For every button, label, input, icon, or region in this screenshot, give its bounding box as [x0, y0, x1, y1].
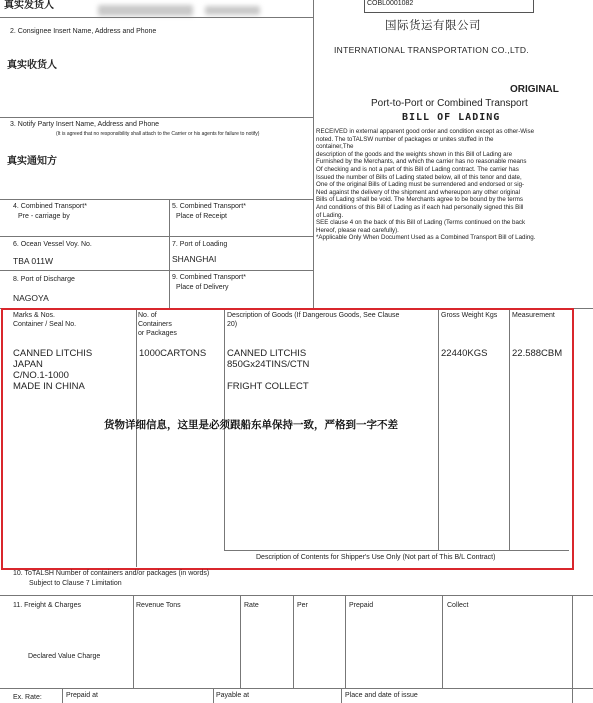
company-name-cn: 国际货运有限公司 — [385, 18, 481, 32]
weight-value: 22440KGS — [441, 348, 488, 359]
pol-label: 7. Port of Loading — [172, 241, 228, 248]
ex-rate-label: Ex. Rate: — [13, 694, 42, 701]
pod-value: NAGOYA — [13, 293, 49, 303]
per-label: Per — [297, 602, 308, 609]
box5-sub: Place of Receipt — [176, 213, 227, 220]
transport-type: Port-to-Port or Combined Transport — [371, 98, 528, 109]
revenue-tons-label: Revenue Tons — [136, 602, 181, 609]
redacted-shipper-extra — [205, 6, 260, 15]
bl-number: COBL0001082 — [367, 0, 414, 7]
measurement-value: 22.588CBM — [512, 348, 563, 359]
box4-sub: Pre - carriage by — [18, 213, 70, 220]
description-value: CANNED LITCHIS 850Gx24TINS/CTN FRIGHT COLLECT — [227, 348, 310, 392]
original-label: ORIGINAL — [510, 84, 559, 95]
prepaid-label: Prepaid — [349, 602, 374, 609]
box9-label: 9. Combined Transport* — [172, 274, 246, 281]
place-date-issue-label: Place and date of issue — [345, 692, 418, 699]
total-packages-sub: Subject to Clause 7 Limitation — [29, 580, 122, 587]
notify-cn-label: 真实通知方 — [7, 156, 57, 167]
notify-note: (It is agreed that no responsibility shall attach to the Carrier or his agents for failure to notify) — [56, 131, 260, 137]
shipper-cn-label: 真实发货人 — [4, 0, 54, 11]
notify-label: 3. Notify Party Insert Name, Address and Phone — [10, 121, 160, 128]
freight-charges-label: 11. Freight & Charges — [13, 602, 81, 609]
box5-label: 5. Combined Transport* — [172, 203, 246, 210]
box9-sub: Place of Delivery — [176, 284, 229, 291]
declared-value-label: Declared Value Charge — [28, 653, 101, 660]
redacted-shipper-name — [98, 5, 193, 16]
weight-header: Gross Weight Kgs — [441, 312, 498, 319]
measurement-header: Measurement — [512, 312, 555, 319]
box4-label: 4. Combined Transport* — [13, 203, 87, 210]
vessel-value: TBA 011W — [13, 256, 53, 266]
prepaid-at-label: Prepaid at — [66, 692, 98, 699]
consignee-cn-label: 真实收货人 — [7, 60, 57, 71]
payable-at-label: Payable at — [216, 692, 250, 699]
cargo-highlight-box — [1, 308, 574, 570]
terms-text: RECEIVED in external apparent good order and condition except as other-Wise noted. The toTALSW number of packages or unites stuffed in the container,The description of the goods and the weights shown in this Bill of Lading are Furnished by the Merchants, and which the carrier has no reasonable means Of checking and is not a part of this Bill of Lading contract. The carrier has Issued the number of Bills of Lading stated below, all of this tenor and date, One of the original Bills of Lading must be surrendered and endorsed or sig- Ned against the delivery of the shipment and whereupon any other original Bills of Lading shall be void. The Merchants agree to be bound by the terms And conditions of this Bill of Lading as if each had personally signed this Bill of Lading. SEE clause 4 on the back of this Bill of Lading (Terms continued on the back Hereof, please read carefully). *Applicable Only When Document Used as a Combined Transport Bill of Lading. — [316, 128, 536, 242]
rate-label: Rate — [244, 602, 259, 609]
bill-of-lading-title: BILL OF LADING — [402, 112, 501, 123]
collect-label: Collect — [447, 602, 469, 609]
cargo-annotation: 货物详细信息，这里是必须跟船东单保持一致，严格到一字不差 — [104, 419, 398, 431]
packages-header: No. of Containers or Packages — [138, 312, 177, 337]
company-name-en: INTERNATIONAL TRANSPORTATION CO.,LTD. — [334, 45, 529, 55]
total-packages-label: 10. ToTALSH Number of containers and/or packages (in words) — [13, 570, 210, 577]
pol-value: SHANGHAI — [172, 254, 217, 264]
marks-value: CANNED LITCHIS JAPAN C/NO.1-1000 MADE IN CHINA — [13, 348, 93, 392]
consignee-label: 2. Consignee Insert Name, Address and Phone — [10, 28, 157, 35]
shipper-use-footer: Description of Contents for Shipper's Use Only (Not part of This B/L Contract) — [256, 554, 496, 561]
description-header: Description of Goods (If Dangerous Goods, See Clause 20) — [227, 312, 400, 328]
pod-label: 8. Port of Discharge — [13, 276, 75, 283]
vessel-label: 6. Ocean Vessel Voy. No. — [13, 241, 92, 248]
marks-header: Marks & Nos. Container / Seal No. — [13, 312, 77, 328]
packages-value: 1000CARTONS — [139, 348, 207, 359]
